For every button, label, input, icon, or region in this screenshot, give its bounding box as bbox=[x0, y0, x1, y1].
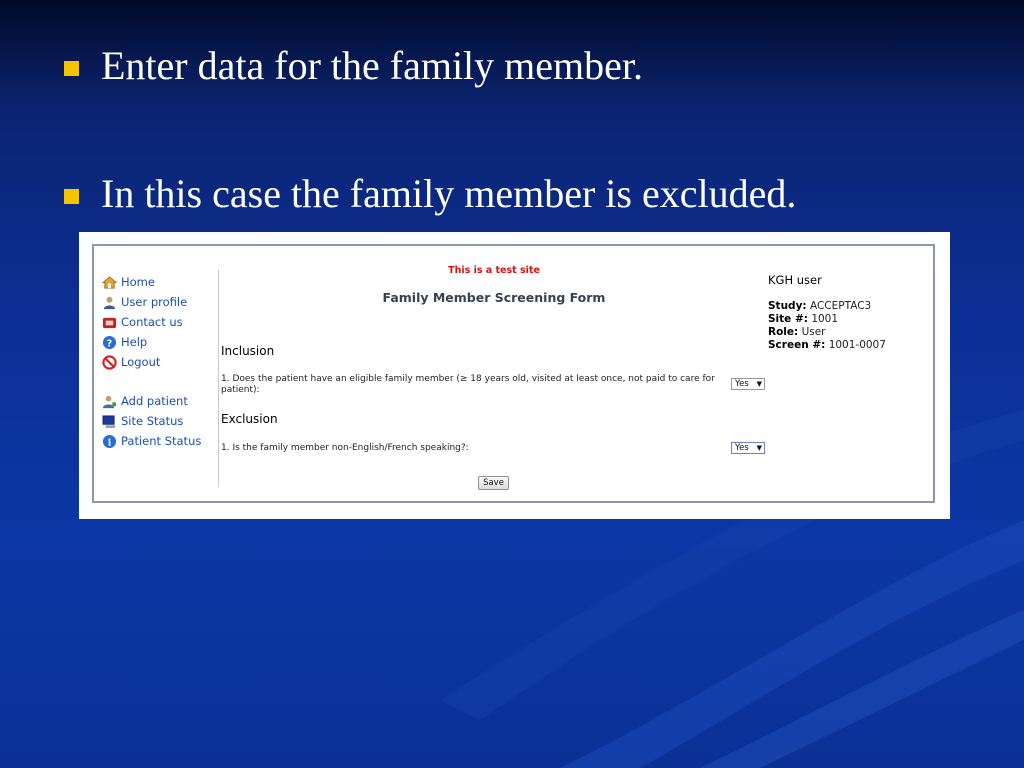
exclusion-question: 1. Is the family member non-English/French speaking?: bbox=[221, 443, 469, 453]
nav-item-help[interactable] bbox=[102, 332, 218, 352]
phone-icon bbox=[102, 315, 117, 330]
bullet-square-icon bbox=[64, 189, 79, 204]
nav-label: Patient Status bbox=[121, 434, 202, 448]
inclusion-answer-select[interactable] bbox=[731, 378, 765, 390]
study-label: Study: bbox=[768, 300, 807, 312]
exclusion-heading: Exclusion bbox=[221, 412, 278, 426]
inclusion-question: 1. Does the patient have an eligible family member (≥ 18 years old, visited at least once, not paid to care for patient): bbox=[221, 374, 715, 395]
site-value: 1001 bbox=[811, 313, 839, 325]
test-site-banner: This is a test site bbox=[448, 265, 540, 276]
role-label: Role: bbox=[768, 326, 799, 338]
nav-label: Home bbox=[121, 275, 155, 289]
nav-item-logout[interactable] bbox=[102, 352, 218, 372]
form-title: Family Member Screening Form bbox=[382, 290, 606, 305]
dropdown-arrow-icon: ▼ bbox=[756, 444, 762, 452]
add-patient-icon bbox=[102, 394, 117, 409]
embedded-screenshot bbox=[79, 232, 950, 519]
nav-label: User profile bbox=[121, 295, 188, 309]
nav-label: Add patient bbox=[121, 394, 188, 408]
bullet-square-icon bbox=[64, 61, 79, 76]
bullet-1 bbox=[64, 42, 643, 90]
nav-item-user-profile[interactable] bbox=[102, 292, 218, 312]
nav-item-patient-status[interactable] bbox=[102, 431, 218, 451]
nav-item-home[interactable] bbox=[102, 272, 218, 292]
app-frame bbox=[92, 244, 935, 503]
nav-item-site-status[interactable] bbox=[102, 411, 218, 431]
nav-label: Help bbox=[121, 335, 148, 349]
help-icon bbox=[102, 335, 117, 350]
select-value: Yes bbox=[735, 443, 749, 453]
exclusion-answer-select[interactable] bbox=[731, 442, 765, 454]
screen-label: Screen #: bbox=[768, 339, 826, 351]
user-info-panel bbox=[768, 273, 886, 352]
save-button[interactable]: Save bbox=[478, 476, 509, 490]
house-icon bbox=[102, 275, 117, 290]
logout-icon bbox=[102, 355, 117, 370]
nav-item-contact-us[interactable] bbox=[102, 312, 218, 332]
bullet-text: In this case the family member is excluded. bbox=[101, 171, 797, 216]
screen-row bbox=[768, 339, 886, 352]
nav-label: Site Status bbox=[121, 414, 184, 428]
info-icon bbox=[102, 434, 117, 449]
inclusion-heading: Inclusion bbox=[221, 344, 275, 358]
site-row bbox=[768, 313, 886, 326]
dropdown-arrow-icon: ▼ bbox=[756, 380, 762, 388]
svg-text:i: i bbox=[107, 436, 112, 448]
role-row bbox=[768, 326, 886, 339]
user-name: KGH user bbox=[768, 273, 822, 287]
nav-label: Logout bbox=[121, 355, 161, 369]
screen-value: 1001-0007 bbox=[828, 339, 886, 351]
svg-text:?: ? bbox=[106, 337, 113, 349]
select-value: Yes bbox=[735, 379, 749, 389]
nav-divider bbox=[218, 270, 219, 487]
monitor-icon bbox=[102, 414, 117, 429]
role-value: User bbox=[801, 326, 826, 338]
site-label: Site #: bbox=[768, 313, 808, 325]
nav-item-add-patient[interactable] bbox=[102, 391, 218, 411]
sidebar-nav bbox=[102, 272, 218, 451]
bullet-text: Enter data for the family member. bbox=[101, 43, 644, 88]
user-icon bbox=[102, 295, 117, 310]
nav-label: Contact us bbox=[121, 315, 183, 329]
study-row bbox=[768, 300, 886, 313]
bullet-2 bbox=[64, 170, 796, 218]
study-value: ACCEPTAC3 bbox=[809, 300, 872, 312]
